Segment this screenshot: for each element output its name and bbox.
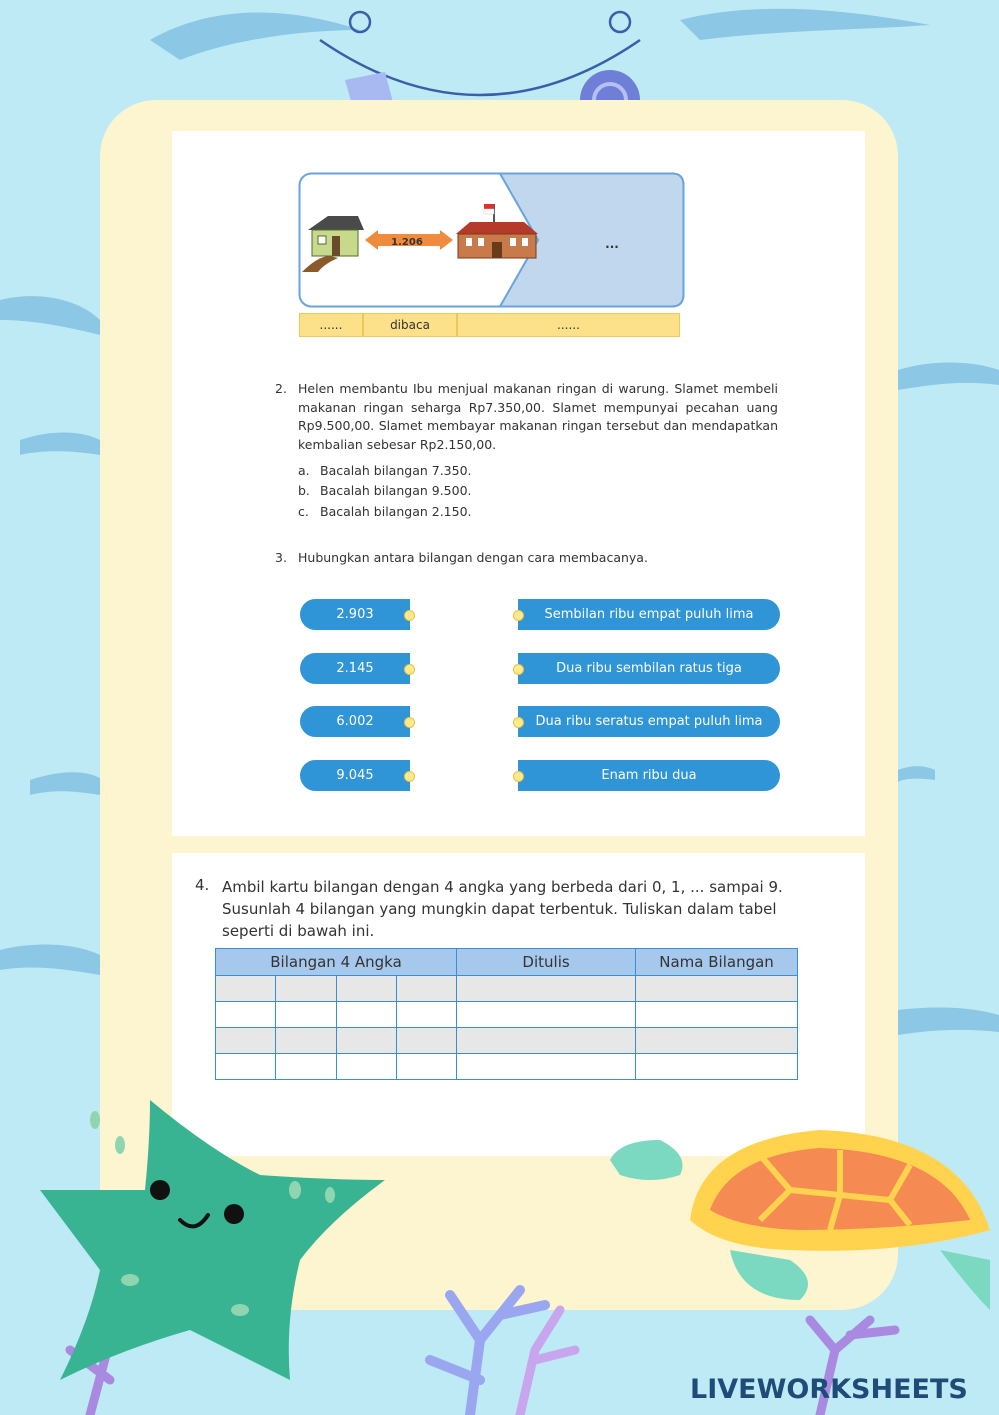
blank-cell[interactable]: ...... — [457, 313, 680, 337]
table-row — [216, 1054, 798, 1080]
nama-cell[interactable] — [636, 1002, 798, 1028]
digit-cell[interactable] — [336, 1054, 396, 1080]
reading-row — [299, 313, 680, 337]
reading-card[interactable]: Sembilan ribu empat puluh lima — [518, 599, 780, 630]
q2-item-c-letter: c. — [298, 504, 309, 519]
digit-cell[interactable] — [336, 976, 396, 1002]
blank-cell[interactable]: ...... — [299, 313, 363, 337]
ellipsis-label: ... — [605, 237, 619, 251]
header-bilangan: Bilangan 4 Angka — [216, 949, 457, 976]
starfish-icon — [40, 1100, 385, 1380]
q2-item-b-letter: b. — [298, 483, 310, 498]
digit-cell[interactable] — [336, 1002, 396, 1028]
digit-cell[interactable] — [216, 1002, 276, 1028]
match-dot-right[interactable] — [513, 771, 524, 782]
digit-cell[interactable] — [396, 976, 456, 1002]
match-dot-right[interactable] — [513, 717, 524, 728]
q2-item-c: Bacalah bilangan 2.150. — [320, 504, 472, 519]
q3-text: Hubungkan antara bilangan dengan cara membacanya. — [298, 550, 648, 565]
number-card[interactable]: 6.002 — [300, 706, 410, 737]
bottom-decoration — [0, 1080, 999, 1415]
distance-label: 1.206 — [391, 237, 423, 248]
match-dot-left[interactable] — [404, 717, 415, 728]
q4-text — [222, 876, 783, 942]
digit-cell[interactable] — [396, 1028, 456, 1054]
q4-line-2: Susunlah 4 bilangan yang mungkin dapat terbentuk. Tuliskan dalam tabel — [222, 900, 777, 918]
number-card[interactable]: 2.145 — [300, 653, 410, 684]
digit-cell[interactable] — [276, 1054, 336, 1080]
q4-number: 4. — [195, 876, 210, 894]
match-dot-right[interactable] — [513, 610, 524, 621]
table-header-row — [216, 949, 798, 976]
reading-card[interactable]: Dua ribu seratus empat puluh lima — [518, 706, 780, 737]
digit-cell[interactable] — [336, 1028, 396, 1054]
match-dot-left[interactable] — [404, 664, 415, 675]
nama-cell[interactable] — [636, 1054, 798, 1080]
digit-cell[interactable] — [276, 1002, 336, 1028]
q4-line-3: seperti di bawah ini. — [222, 922, 375, 940]
q4-line-1: Ambil kartu bilangan dengan 4 angka yang berbeda dari 0, 1, ... sampai 9. — [222, 878, 783, 896]
match-dot-left[interactable] — [404, 610, 415, 621]
distance-figure — [298, 172, 686, 309]
q3-number: 3. — [275, 550, 287, 565]
dibaca-cell: dibaca — [363, 313, 457, 337]
q2-item-a: Bacalah bilangan 7.350. — [320, 463, 472, 478]
turtle-icon — [610, 1130, 990, 1310]
number-card[interactable]: 9.045 — [300, 760, 410, 791]
header-nama-bilangan: Nama Bilangan — [636, 949, 798, 976]
q2-item-a-letter: a. — [298, 463, 310, 478]
nama-cell[interactable] — [636, 976, 798, 1002]
digit-cell[interactable] — [276, 976, 336, 1002]
digit-cell[interactable] — [216, 1054, 276, 1080]
number-card[interactable]: 2.903 — [300, 599, 410, 630]
q2-number: 2. — [275, 381, 287, 396]
match-dot-right[interactable] — [513, 664, 524, 675]
ditulis-cell[interactable] — [457, 1002, 636, 1028]
nama-cell[interactable] — [636, 1028, 798, 1054]
digit-cell[interactable] — [396, 1002, 456, 1028]
reading-card[interactable]: Enam ribu dua — [518, 760, 780, 791]
match-dot-left[interactable] — [404, 771, 415, 782]
ditulis-cell[interactable] — [457, 1028, 636, 1054]
digit-cell[interactable] — [216, 976, 276, 1002]
brand-logo: LIVEWORKSHEETS — [690, 1374, 968, 1405]
ditulis-cell[interactable] — [457, 1054, 636, 1080]
q2-text: Helen membantu Ibu menjual makanan ringan di warung. Slamet membeli makanan ringan seharga Rp7.350,00. Slamet mempunyai pecahan uang Rp9.500,00. Slamet membayar makanan ringan tersebut dan mendapatkan kembalian sebesar Rp2.150,00. — [298, 381, 778, 452]
ditulis-cell[interactable] — [457, 976, 636, 1002]
table-row — [216, 1002, 798, 1028]
q2-item-b: Bacalah bilangan 9.500. — [320, 483, 472, 498]
header-ditulis: Ditulis — [457, 949, 636, 976]
digit-cell[interactable] — [216, 1028, 276, 1054]
answer-table — [215, 948, 798, 1080]
digit-cell[interactable] — [396, 1054, 456, 1080]
table-row — [216, 1028, 798, 1054]
table-row — [216, 976, 798, 1002]
reading-card[interactable]: Dua ribu sembilan ratus tiga — [518, 653, 780, 684]
digit-cell[interactable] — [276, 1028, 336, 1054]
